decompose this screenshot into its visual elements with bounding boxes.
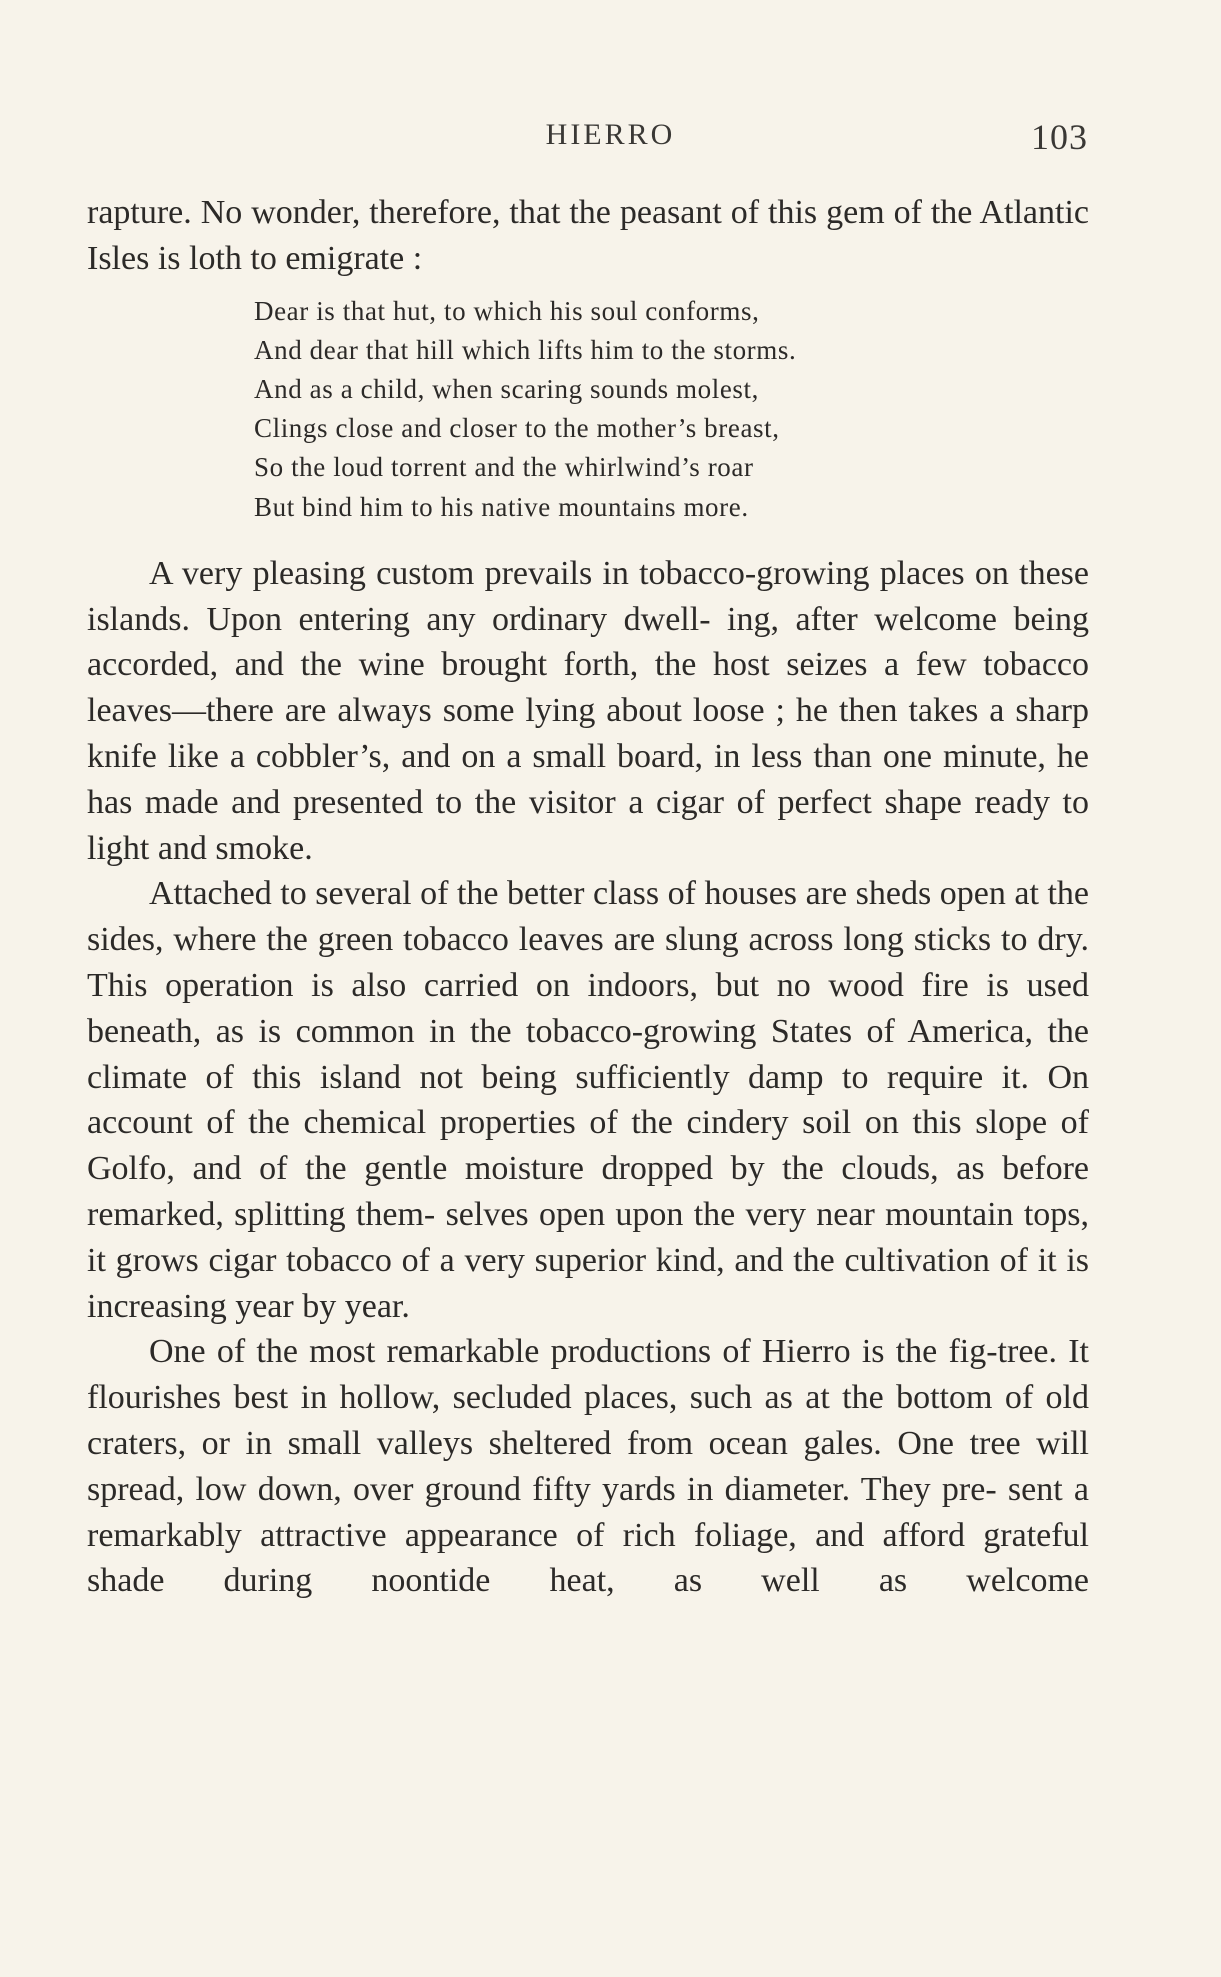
paragraph-tobacco-sheds: Attached to several of the better class of houses are sheds open at the sides, where the green tobacco leaves are slung across long sticks to dry. This operation is also carried on indoors, but no wood fire is used beneath, as is common in the tobacco-growing States of America, the climate of this island not being sufficiently damp to require it. On account of the chemical properties of the cindery soil on this slope of Golfo, and of the gentle moisture dropped by the clouds, as before remarked, splitting them- selves open upon the very near mountain tops, it grows cigar tobacco of a very superior kind, and the cultivation of it is increasing year by year. [87, 875, 1089, 1325]
verse-line: Clings close and closer to the mother’s breast, [254, 413, 780, 444]
body-text [87, 190, 1089, 1604]
paragraph-tobacco-custom: A very pleasing custom prevails in tobacco-growing places on these islands. Upon entering any ordinary dwell- ing, after welcome being accorded, and the wine brought forth, the host seizes a few tobacco leaves—there are always some lying about loose ; he then takes a sharp knife like a cobbler’s, and on a small board, in less than one minute, he has made and presented to the visitor a cigar of perfect shape ready to light and smoke. [87, 554, 1089, 867]
paragraph-opening: rapture. No wonder, therefore, that the peasant of this gem of the Atlantic Isles is loth to emigrate : [87, 194, 1089, 277]
verse-line: And dear that hill which lifts him to the storms. [254, 334, 797, 365]
page-number: 103 [1031, 117, 1088, 157]
verse-line: And as a child, when scaring sounds molest, [254, 374, 759, 404]
chapter-title: HIERRO [545, 118, 676, 151]
verse-line: So the loud torrent and the whirlwind’s roar [254, 452, 754, 483]
paragraph-fig-tree: One of the most remarkable productions of Hierro is the fig-tree. It flourishes best in hollow, secluded places, such as at the bottom of old craters, or in small valleys sheltered from ocean gales. One tree will spread, low down, over ground fifty yards in diameter. They pre- sent a remarkably attractive appearance of rich foliage, and afford grateful shade during noontide heat, as well as welcome [87, 1333, 1089, 1600]
verse-quotation [254, 292, 1089, 527]
verse-line: Dear is that hut, to which his soul conforms, [254, 295, 760, 326]
running-head [0, 112, 1221, 162]
verse-line: But bind him to his native mountains more. [254, 491, 749, 522]
